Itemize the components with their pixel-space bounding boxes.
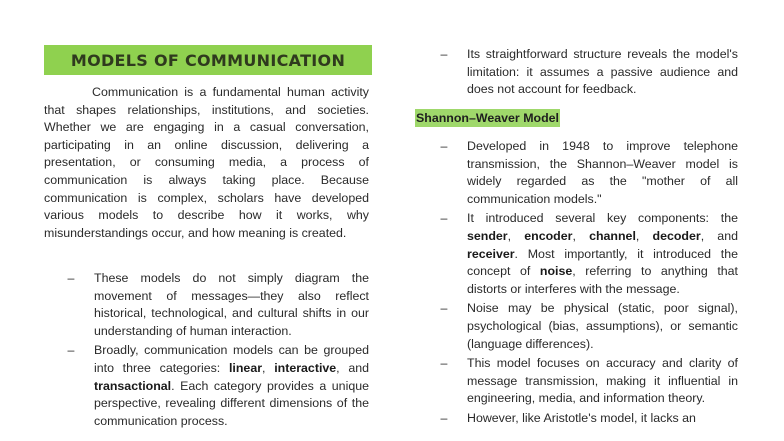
section-heading: Shannon–Weaver Model bbox=[416, 111, 559, 125]
bullet-dash: – bbox=[440, 211, 448, 226]
document-title: MODELS OF COMMUNICATION bbox=[70, 51, 346, 70]
title-banner bbox=[44, 45, 372, 75]
term-linear: linear bbox=[228, 360, 263, 375]
bullet-dash: – bbox=[67, 343, 75, 358]
list-item-text: Noise may be physical (static, poor signal), psychological (bias, assumptions), or semantic (language differences). bbox=[467, 301, 738, 351]
term-noise: noise bbox=[539, 264, 573, 279]
list-item-text: These models do not simply diagram the movement of messages—they also reflect historical, technological, and cultural shifts in our understanding of human interaction. bbox=[94, 271, 369, 338]
list-item bbox=[437, 46, 738, 99]
list-item-text: Developed in 1948 to improve telephone transmission, the Shannon–Weaver model is widely regarded as the "mother of all communication models." bbox=[467, 139, 738, 206]
term-interactive: interactive bbox=[274, 360, 337, 375]
list-item bbox=[437, 210, 738, 298]
term-encoder: encoder bbox=[524, 228, 573, 243]
left-bullet-list bbox=[64, 270, 369, 432]
bullet-dash: – bbox=[440, 139, 448, 153]
list-item bbox=[437, 410, 738, 428]
bullet-dash: – bbox=[440, 301, 448, 316]
term-channel: channel bbox=[589, 228, 636, 243]
term-decoder: decoder bbox=[652, 228, 701, 243]
intro-paragraph: Communication is a fundamental human activity that shapes relationships, institutions, and societies. Whether we are engaging in a casual conversation, participating in an online discussion, delivering a presentation, or consuming media, a process of communication is always taking place. Because communication is complex, scholars have developed various models to describe how it works, why misunderstandings occur, and how meaning is created. bbox=[44, 85, 369, 240]
bullet-dash: – bbox=[440, 356, 448, 371]
term-transactional: transactional bbox=[94, 378, 172, 393]
list-item bbox=[437, 300, 738, 353]
bullet-dash: – bbox=[67, 271, 75, 285]
bullet-dash: – bbox=[440, 47, 448, 61]
right-top-bullet-list bbox=[437, 46, 738, 101]
term-sender: sender bbox=[467, 228, 508, 243]
list-item-text: Its straightforward structure reveals the model's limitation: it assumes a passive audience and does not account for feedback. bbox=[467, 47, 738, 97]
list-item-text: However, like Aristotle's model, it lacks an bbox=[467, 410, 696, 425]
list-item-text: Broadly, communication models can be grouped into three categories: linear, interactive, and transactional. Each category provides a unique perspective, revealing different dimensions of the communication process. bbox=[94, 343, 369, 428]
bullet-dash: – bbox=[440, 410, 448, 425]
term-receiver: receiver bbox=[467, 246, 515, 261]
list-item-text: This model focuses on accuracy and clarity of message transmission, making it influential in engineering, media, and information theory. bbox=[467, 356, 738, 406]
list-item bbox=[437, 138, 738, 208]
list-item bbox=[64, 270, 369, 340]
list-item bbox=[437, 355, 738, 408]
list-item-text: It introduced several key components: the sender, encoder, channel, decoder, and receiver. Most importantly, it introduced the concept of noise, referring to anything that distorts or interferes with the message. bbox=[467, 211, 738, 296]
list-item bbox=[64, 342, 369, 430]
right-bullet-list bbox=[437, 138, 738, 430]
